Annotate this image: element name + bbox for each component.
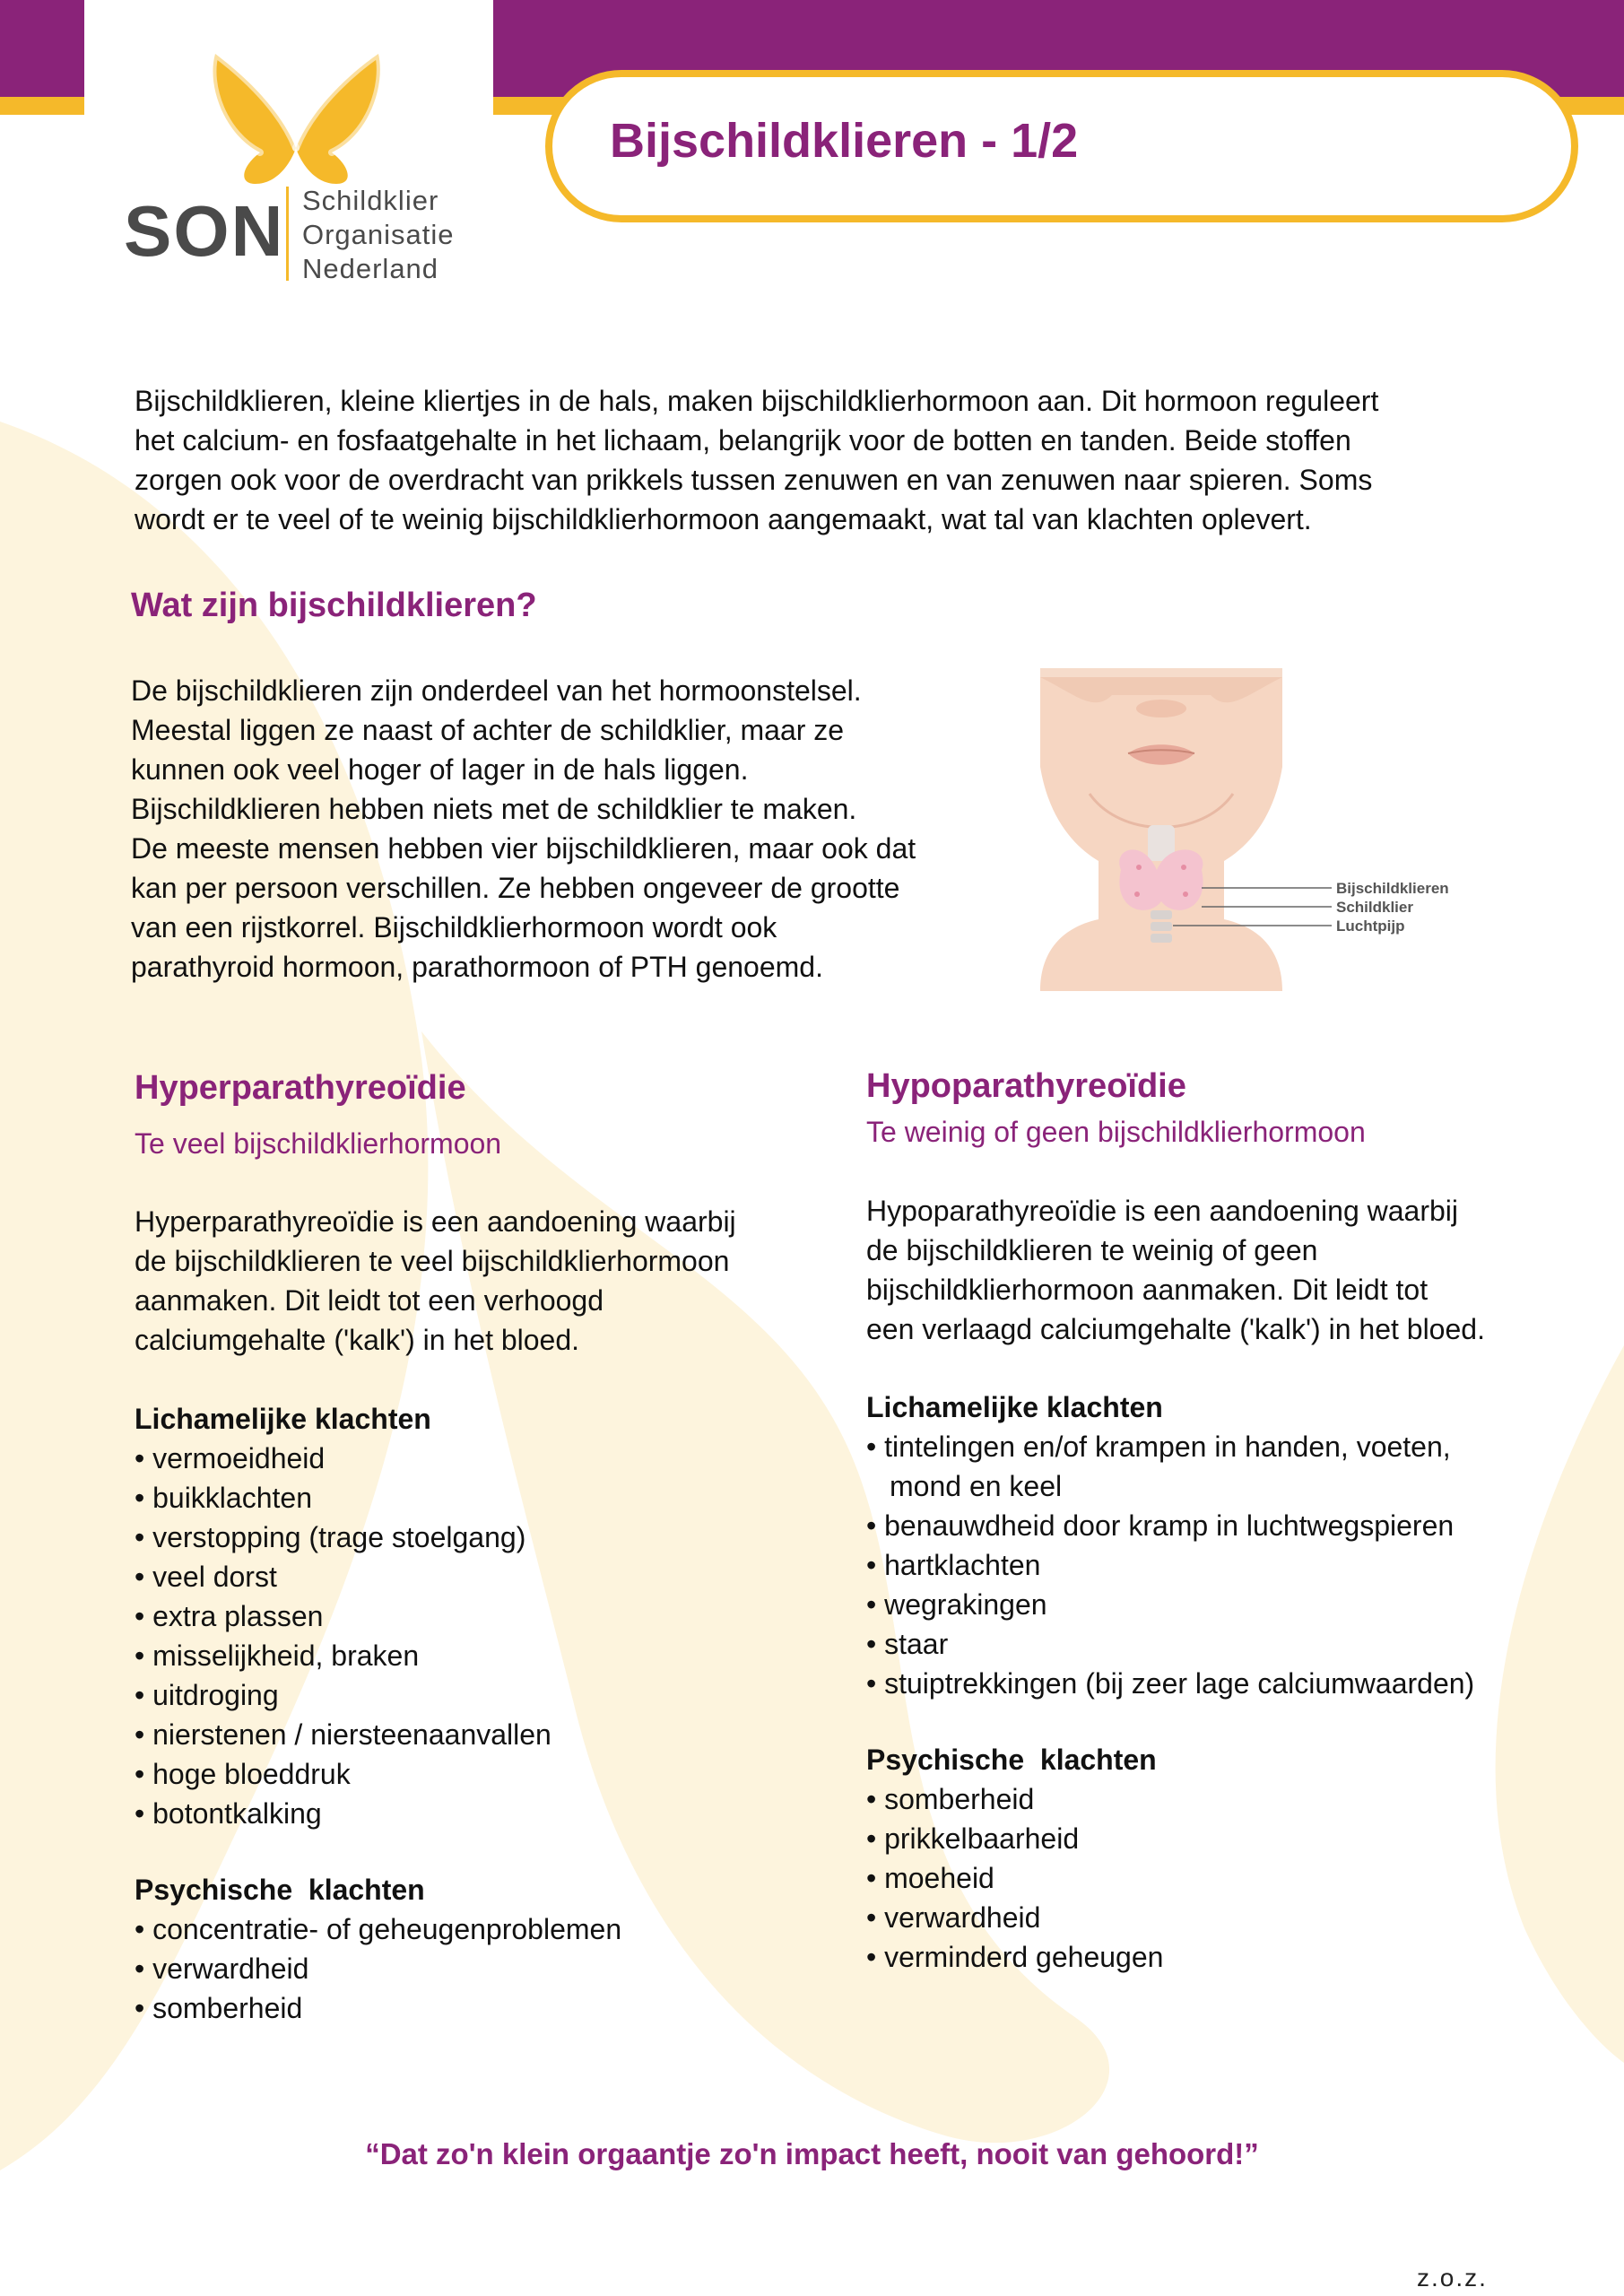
hyper-description-line: calciumgehalte ('kalk') in het bloed.	[135, 1324, 580, 1356]
hypo-description-line: Hypoparathyreoïdie is een aandoening waarbij	[866, 1195, 1458, 1227]
neck-anatomy-illustration	[1022, 659, 1471, 1000]
what-line: De bijschildklieren zijn onderdeel van het hormoonstelsel.	[131, 674, 862, 707]
logo-acronym: SON	[124, 191, 285, 271]
list-item: • somberheid	[135, 1992, 303, 2024]
intro-line: het calcium- en fosfaatgehalte in het lichaam, belangrijk voor de botten en tanden. Beide stoffen	[135, 424, 1351, 457]
list-item-continuation	[866, 1466, 1474, 1506]
what-line: kunnen ook veel hoger of lager in de hals liggen.	[131, 753, 749, 786]
hypo-description-line: een verlaagd calciumgehalte ('kalk') in het bloed.	[866, 1313, 1485, 1345]
hypo-physical-list	[866, 1387, 1474, 1703]
list-item: • somberheid	[866, 1783, 1035, 1815]
intro-paragraph	[135, 381, 1378, 539]
list-item: • extra plassen	[135, 1600, 324, 1632]
list-item: • vermoeidheid	[135, 1442, 326, 1474]
logo-subtitle-line: Schildklier	[302, 185, 439, 216]
section-heading-what: Wat zijn bijschildklieren?	[131, 587, 537, 624]
what-line: parathyroid hormoon, parathormoon of PTH genoemd.	[131, 951, 823, 983]
what-line: Meestal liggen ze naast of achter de schildklier, maar ze	[131, 714, 845, 746]
list-item: • tintelingen en/of krampen in handen, voeten,	[866, 1431, 1451, 1463]
list-item: • moeheid	[866, 1862, 994, 1894]
list-item: • buikklachten	[135, 1482, 312, 1514]
footer-quote: “Dat zo'n klein orgaantje zo'n impact heeft, nooit van gehoord!”	[365, 2137, 1259, 2170]
list-item: • verstopping (trage stoelgang)	[135, 1521, 526, 1553]
list-item: • botontkalking	[135, 1797, 322, 1830]
list-item: • veel dorst	[135, 1561, 277, 1593]
list-item: • verwardheid	[866, 1901, 1041, 1934]
label-luchtpijp: Luchtpijp	[1336, 918, 1405, 935]
what-line: De meeste mensen hebben vier bijschildklieren, maar ook dat	[131, 832, 916, 865]
list-item: • staar	[866, 1628, 949, 1660]
subheading-hyper: Te veel bijschildklierhormoon	[135, 1127, 502, 1160]
what-line: kan per persoon verschillen. Ze hebben ongeveer de grootte	[131, 872, 900, 904]
intro-line: wordt er te veel of te weinig bijschildklierhormoon aangemaakt, wat tal van klachten oplevert.	[135, 503, 1312, 535]
section-heading-hyper: Hyperparathyreoïdie	[135, 1069, 466, 1107]
label-bijschildklieren: Bijschildklieren	[1336, 880, 1449, 897]
intro-line: zorgen ook voor de overdracht van prikkels tussen zenuwen en van zenuwen naar spieren. Soms	[135, 464, 1373, 496]
hypo-description-line: bijschildklierhormoon aanmaken. Dit leidt tot	[866, 1274, 1429, 1306]
hyper-description	[135, 1202, 736, 1360]
logo-subtitle-line: Organisatie	[302, 219, 455, 250]
list-item-continuation-text: mond en keel	[890, 1470, 1063, 1502]
hyper-physical-heading: Lichamelijke klachten	[135, 1403, 431, 1435]
hypo-physical-heading: Lichamelijke klachten	[866, 1391, 1163, 1423]
hypo-description	[866, 1191, 1485, 1349]
list-item: • hoge bloeddruk	[135, 1758, 351, 1790]
list-item: • prikkelbaarheid	[866, 1822, 1080, 1855]
list-item: • verminderd geheugen	[866, 1941, 1164, 1973]
hyper-description-line: aanmaken. Dit leidt tot een verhoogd	[135, 1284, 604, 1317]
hypo-psych-heading: Psychische klachten	[866, 1744, 1157, 1776]
page-title: Bijschildklieren - 1/2	[610, 114, 1079, 168]
label-schildklier: Schildklier	[1336, 899, 1413, 916]
hyper-psych-heading: Psychische klachten	[135, 1874, 425, 1906]
list-item: • uitdroging	[135, 1679, 279, 1711]
section-heading-hypo: Hypoparathyreoïdie	[866, 1067, 1186, 1105]
hypo-psych-list	[866, 1740, 1163, 1977]
logo-divider	[286, 187, 289, 281]
hyper-physical-list	[135, 1399, 551, 1833]
logo-subtitle	[302, 184, 455, 286]
what-line: Bijschildklieren hebben niets met de schildklier te maken.	[131, 793, 857, 825]
list-item: • hartklachten	[866, 1549, 1041, 1581]
subheading-hypo: Te weinig of geen bijschildklierhormoon	[866, 1116, 1366, 1148]
page-turn-note: z.o.z.	[1417, 2264, 1488, 2292]
list-item: • nierstenen / niersteenaanvallen	[135, 1718, 551, 1751]
hyper-description-line: Hyperparathyreoïdie is een aandoening waarbij	[135, 1205, 736, 1238]
what-line: van een rijstkorrel. Bijschildklierhormoon wordt ook	[131, 911, 777, 944]
list-item: • concentratie- of geheugenproblemen	[135, 1913, 622, 1945]
logo-subtitle-line: Nederland	[302, 253, 439, 284]
hypo-description-line: de bijschildklieren te weinig of geen	[866, 1234, 1318, 1266]
list-item: • benauwdheid door kramp in luchtwegspieren	[866, 1509, 1455, 1542]
hyper-psych-list	[135, 1870, 621, 2028]
list-item: • wegrakingen	[866, 1588, 1047, 1621]
list-item: • misselijkheid, braken	[135, 1639, 420, 1672]
what-paragraph	[131, 671, 916, 987]
list-item: • verwardheid	[135, 1952, 309, 1985]
hyper-description-line: de bijschildklieren te veel bijschildklierhormoon	[135, 1245, 730, 1277]
intro-line: Bijschildklieren, kleine kliertjes in de hals, maken bijschildklierhormoon aan. Dit hormoon reguleert	[135, 385, 1379, 417]
list-item: • stuiptrekkingen (bij zeer lage calciumwaarden)	[866, 1667, 1475, 1700]
butterfly-logo-icon	[206, 49, 386, 188]
